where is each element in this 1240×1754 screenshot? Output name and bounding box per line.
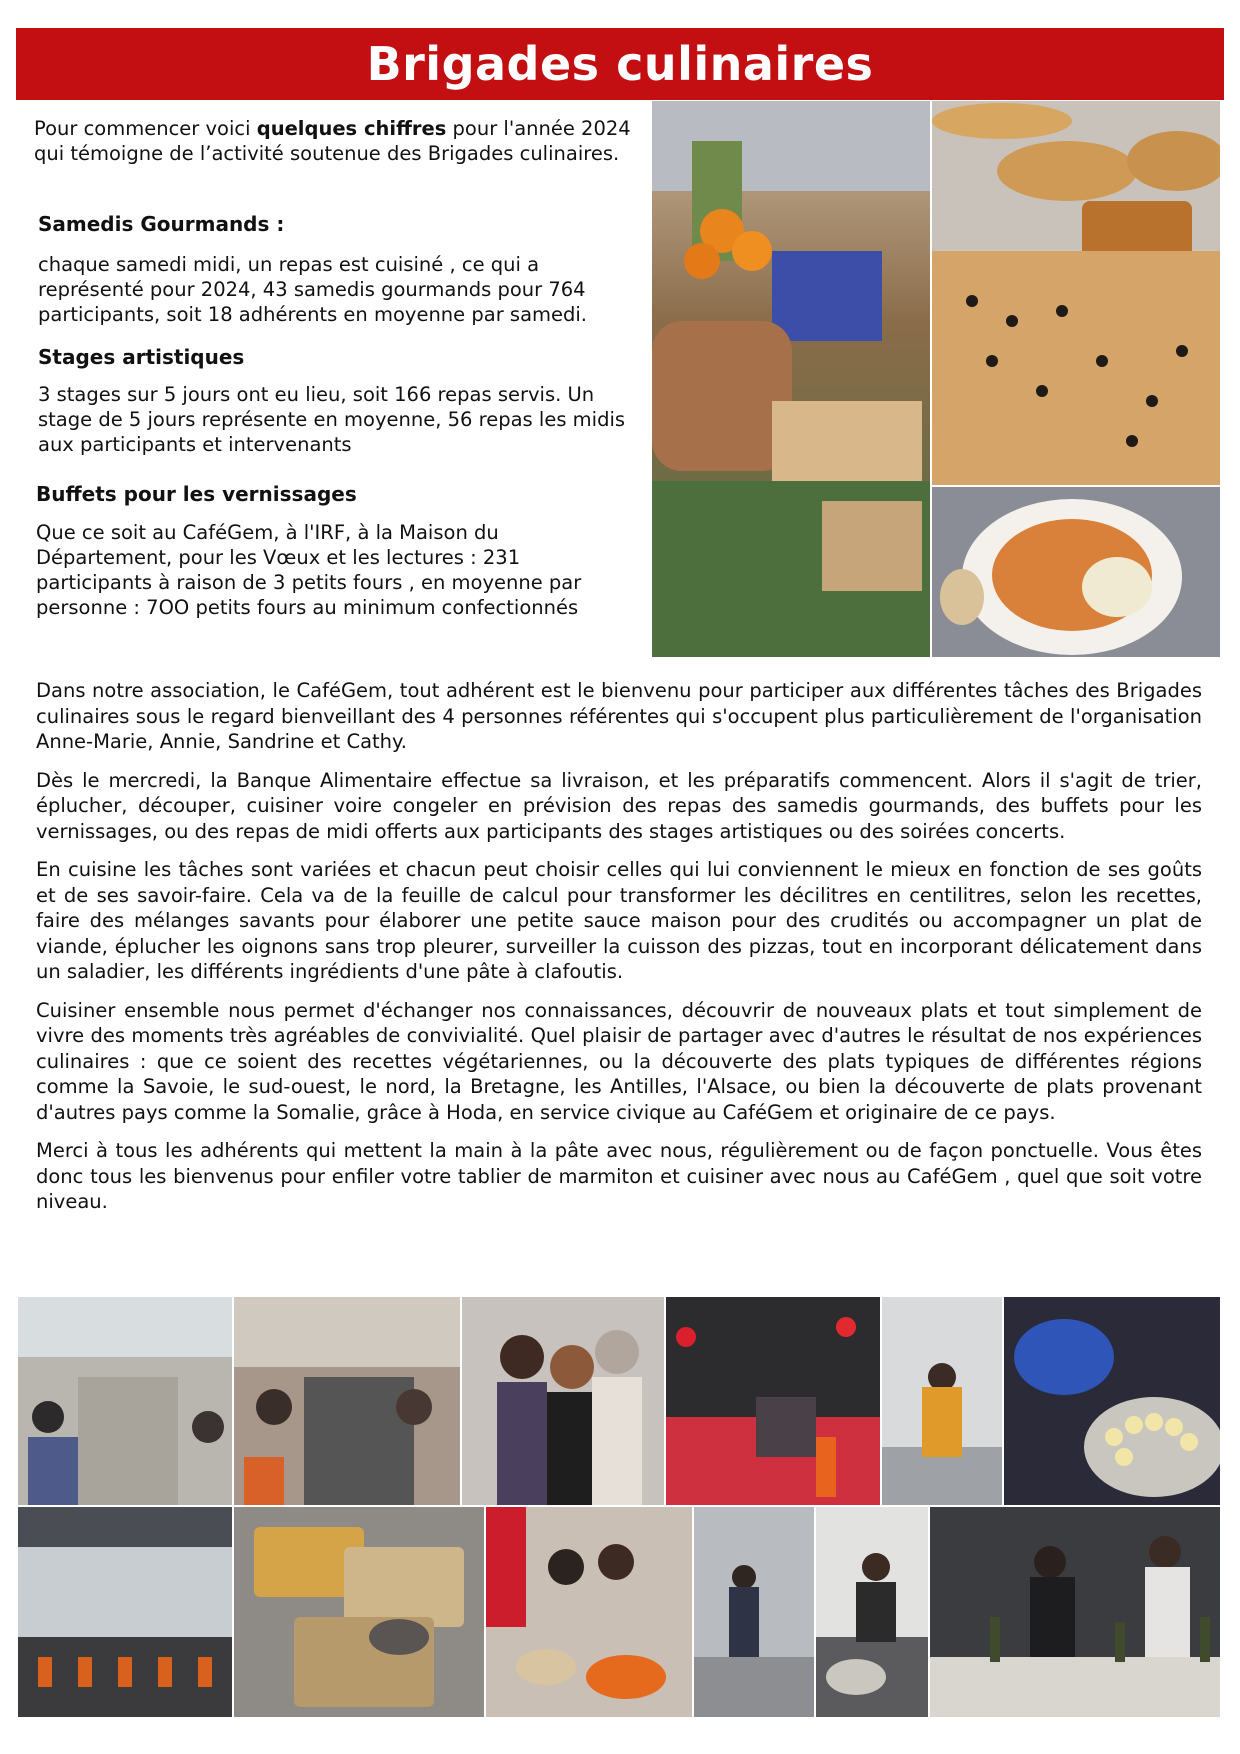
section-body-buffets: Que ce soit au CaféGem, à l'IRF, à la Maison du Département, pour les Vœux et les lectures : 231 participants à raison de 3 petits fours , en moyenne par personne : 7OO petits fours au minimum confectionnés [36,521,582,619]
article-paragraph: Merci à tous les adhérents qui mettent la main à la pâte avec nous, régulièrement ou de façon ponctuelle. Vous êtes donc tous les bienvenus pour enfiler votre tablier de marmiton et cuisiner avec nous au CaféGem , quel que soit votre niveau. [36,1139,1202,1213]
section-title-text: Stages artistiques [38,345,245,369]
article-paragraph: Dès le mercredi, la Banque Alimentaire effectue sa livraison, et les préparatifs commencent. Alors il s'agit de trier, éplucher, découper, cuisiner voire congeler en prévision des repas des samedis gourmands, des buffets pour les vernissages, ou des repas de midi offerts aux participants des stages artistiques ou des soirées concerts. [36,768,1202,843]
photo-champagne-buffet [930,1507,1220,1717]
photo-mixer-cooking [816,1507,928,1717]
section-title-text: Samedis Gourmands [38,212,270,236]
section-body-stages: 3 stages sur 5 jours ont eu lieu, soit 166 repas servis. Un stage de 5 jours représente en moyenne, 56 repas les midis aux participants et intervenants [38,383,626,456]
section-title-buffets [36,482,357,506]
photo-kitchen-workers [694,1507,814,1717]
photo-long-table-meal [18,1297,232,1505]
page-header [16,28,1224,100]
article-paragraph: Dans notre association, le CaféGem, tout adhérent est le bienvenu pour participer aux différentes tâches des Brigades culinaires sous le regard bienveillant des 4 personnes référentes qui s'occupent plus particulièrement de l'organisation Anne-Marie, Annie, Sandrine et Cathy. [36,679,1202,753]
section-body-samedis: chaque samedi midi, un repas est cuisiné , ce qui a représenté pour 2024, 43 samedis gourmands pour 764 participants, soit 18 adhérents en moyenne par samedi. [38,253,587,326]
photo-market-produce [652,101,930,657]
photo-salad-prep [486,1507,692,1717]
photo-group-lunch [234,1297,460,1505]
section-title-stages [38,345,244,369]
photo-dining-hall [18,1507,232,1717]
intro-paragraph [34,116,634,166]
photo-gratin-trays [234,1507,484,1717]
photo-deviled-eggs [1004,1297,1220,1505]
photo-pizzas [932,101,1220,485]
article-paragraph: En cuisine les tâches sont variées et chacun peut choisir celles qui lui conviennent le mieux en fonction de ses goûts et de ses savoir-faire. Cela va de la feuille de calcul pour transformer les décilitres en centilitres, selon les recettes, faire des mélanges savants pour élaborer une petite sauce maison pour des crudités ou accompagner un plat de viande, éplucher les oignons sans trop pleurer, surveiller la cuisson des pizzas, tout en incorporant délicatement dans un saladier, les différents ingrédients d'une pâte à clafoutis. [36,858,1202,983]
intro-text-end: pour l'année 2024 qui témoigne de l’activité soutenue des Brigades culinaires. [34,117,631,165]
photo-kitchen-cook [882,1297,1002,1505]
section-title-suffix: : [269,212,285,236]
section-title-text: Buffets pour les vernissages [36,482,357,506]
intro-text-start: Pour commencer voici [34,117,257,140]
article-paragraph: Cuisiner ensemble nous permet d'échanger nos connaissances, découvrir de nouveaux plats et tout simplement de vivre des moments très agréables de convivialité. Quel plaisir de partager avec d'autres le résultat de nos expériences culinaires : que ce soient des recettes végétariennes, ou la découverte des plats typiques de différentes régions comme la Savoie, le sud-ouest, le nord, la Bretagne, les Antilles, l'Alsace, ou bien la découverte de plats provenant d'autres pays comme la Somalie, grâce à Hoda, en service civique au CaféGem et originaire de ce pays. [36,998,1202,1124]
section-title-samedis [38,212,284,236]
page-title: Brigades culinaires [366,37,874,91]
photo-plate-dish [932,487,1220,657]
photo-festive-room [666,1297,880,1505]
main-article [36,678,1202,1228]
photo-three-women [462,1297,664,1505]
intro-bold: quelques chiffres [256,117,447,140]
